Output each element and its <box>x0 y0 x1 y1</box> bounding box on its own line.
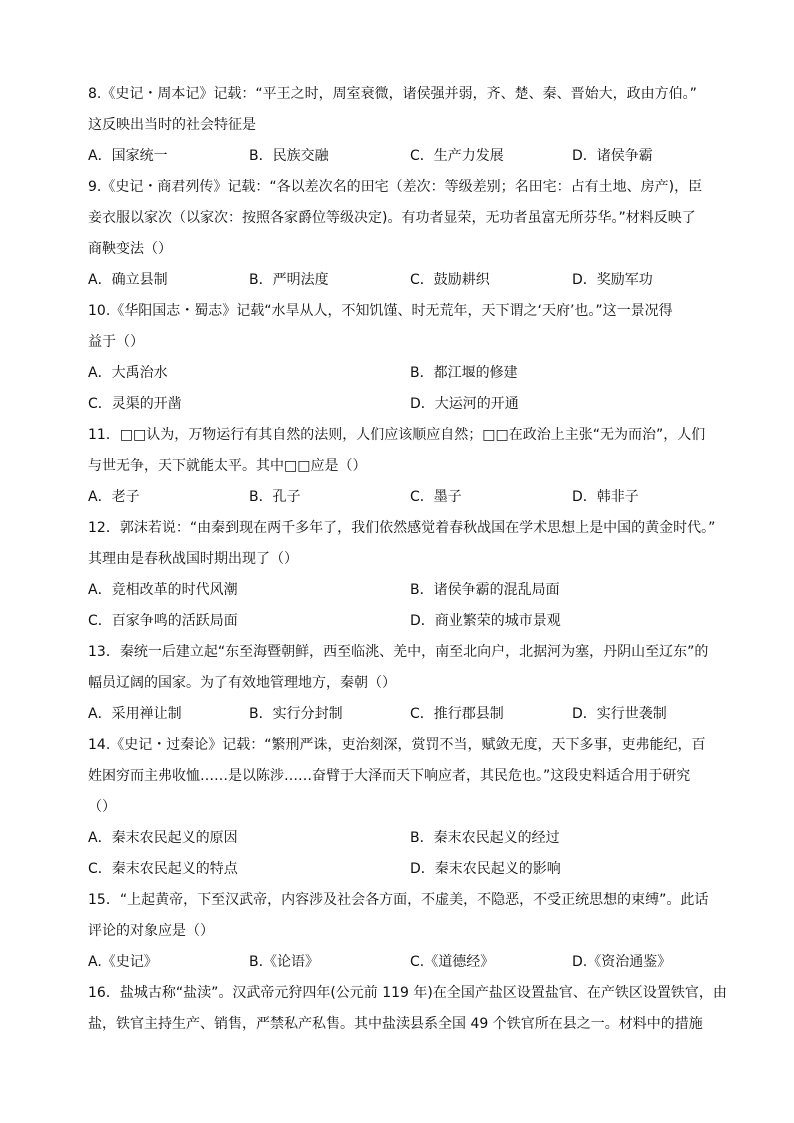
q12-stem-line-1: 12．郭沫若说：“由秦到现在两千多年了，我们依然感觉着春秋战国在学术思想上是中国的黄金时代。” <box>88 520 716 536</box>
q13-option-d: D．实行世袭制 <box>572 706 667 722</box>
q12-option-d: D．商业繁荣的城市景观 <box>410 613 561 629</box>
q10-stem-line-1: 10.《华阳国志・蜀志》记载“水旱从人，不知饥馑、时无荒年，天下谓之‘天府’也。”这一景况得 <box>88 303 673 319</box>
q8-stem-line-1: 8.《史记・周本记》记载：“平王之时，周室衰微，诸侯强并弱，齐、楚、秦、晋始大，政由方伯。” <box>88 86 697 102</box>
q9-option-b: B．严明法度 <box>249 272 329 288</box>
q11-stem-line-1: 11．□□认为，万物运行有其自然的法则，人们应该顺应自然；□□在政治上主张“无为而治”，人们 <box>88 427 706 443</box>
q13-stem-line-1: 13．秦统一后建立起“东至海暨朝鲜，西至临洮、羌中，南至北向户，北据河为塞，丹阴山至辽东”的 <box>88 644 709 660</box>
q14-stem-line-3: （） <box>88 799 116 815</box>
q14-option-c: C．秦末农民起义的特点 <box>88 861 238 877</box>
q9-stem-line-2: 妾衣服以家次（以家次：按照各家爵位等级决定)。有功者显荣，无功者虽富无所芬华。”材料反映了 <box>88 210 696 226</box>
q10-option-b: B．都江堰的修建 <box>410 365 518 381</box>
q8-option-b: B．民族交融 <box>249 148 329 164</box>
q12-option-a: A．竞相改革的时代风潮 <box>88 582 238 598</box>
q10-option-d: D．大运河的开通 <box>410 396 519 412</box>
q12-option-b: B．诸侯争霸的混乱局面 <box>410 582 560 598</box>
q14-option-a: A．秦末农民起义的原因 <box>88 830 238 846</box>
q15-option-b: B.《论语》 <box>249 954 320 970</box>
q8-option-d: D．诸侯争霸 <box>572 148 653 164</box>
q10-option-a: A．大禹治水 <box>88 365 168 381</box>
q10-stem-line-2: 益于（） <box>88 334 144 350</box>
q13-option-c: C．推行郡县制 <box>410 706 504 722</box>
q16-stem-line-2: 盐，铁官主持生产、销售，严禁私产私售。其中盐渎县系全国 49 个铁官所在县之一。材料中的措施 <box>88 1016 703 1032</box>
q13-option-b: B．实行分封制 <box>249 706 343 722</box>
q14-stem-line-1: 14.《史记・过秦论》记载：“繁刑严诛，吏治刻深，赏罚不当，赋敛无度，天下多事，吏弗能纪，百 <box>88 737 706 753</box>
q14-option-d: D．秦末农民起义的影响 <box>410 861 561 877</box>
q12-option-c: C．百家争鸣的活跃局面 <box>88 613 238 629</box>
q15-stem-line-2: 评论的对象应是（） <box>88 923 214 939</box>
q11-option-d: D．韩非子 <box>572 489 639 505</box>
q9-option-d: D．奖励军功 <box>572 272 653 288</box>
q9-stem-line-1: 9.《史记・商君列传》记载：“各以差次名的田宅（差次：等级差别；名田宅：占有土地、房产)，臣 <box>88 179 703 195</box>
q9-option-c: C．鼓励耕织 <box>410 272 490 288</box>
q8-option-a: A．国家统一 <box>88 148 168 164</box>
q8-option-c: C．生产力发展 <box>410 148 504 164</box>
q9-option-a: A．确立县制 <box>88 272 168 288</box>
q15-option-c: C.《道德经》 <box>410 954 495 970</box>
q14-stem-line-2: 姓困穷而主弗收恤……是以陈涉……奋臂于大泽而天下响应者，其民危也。”这段史料适合用于研究 <box>88 768 691 784</box>
q13-option-a: A．采用禅让制 <box>88 706 182 722</box>
q12-stem-line-2: 其理由是春秋战国时期出现了（） <box>88 551 298 567</box>
q11-option-c: C．墨子 <box>410 489 462 505</box>
q15-option-a: A.《史记》 <box>88 954 158 970</box>
q11-option-a: A．老子 <box>88 489 140 505</box>
q11-option-b: B．孔子 <box>249 489 301 505</box>
q15-stem-line-1: 15．“上起黄帝，下至汉武帝，内容涉及社会各方面，不虚美，不隐恶，不受正统思想的束缚”。此话 <box>88 892 709 908</box>
q13-stem-line-2: 幅员辽阔的国家。为了有效地管理地方，秦朝（） <box>88 675 396 691</box>
q16-stem-line-1: 16．盐城古称“盐渎”。汉武帝元狩四年(公元前 119 年)在全国产盐区设置盐官、在产铁区设置铁官，由 <box>88 985 727 1001</box>
q9-stem-line-3: 商鞅变法（） <box>88 241 172 257</box>
q14-option-b: B．秦末农民起义的经过 <box>410 830 560 846</box>
q10-option-c: C．灵渠的开凿 <box>88 396 182 412</box>
q15-option-d: D.《资治通鉴》 <box>572 954 672 970</box>
q8-stem-line-2: 这反映出当时的社会特征是 <box>88 117 256 133</box>
q11-stem-line-2: 与世无争，天下就能太平。其中□□应是（） <box>88 458 367 474</box>
